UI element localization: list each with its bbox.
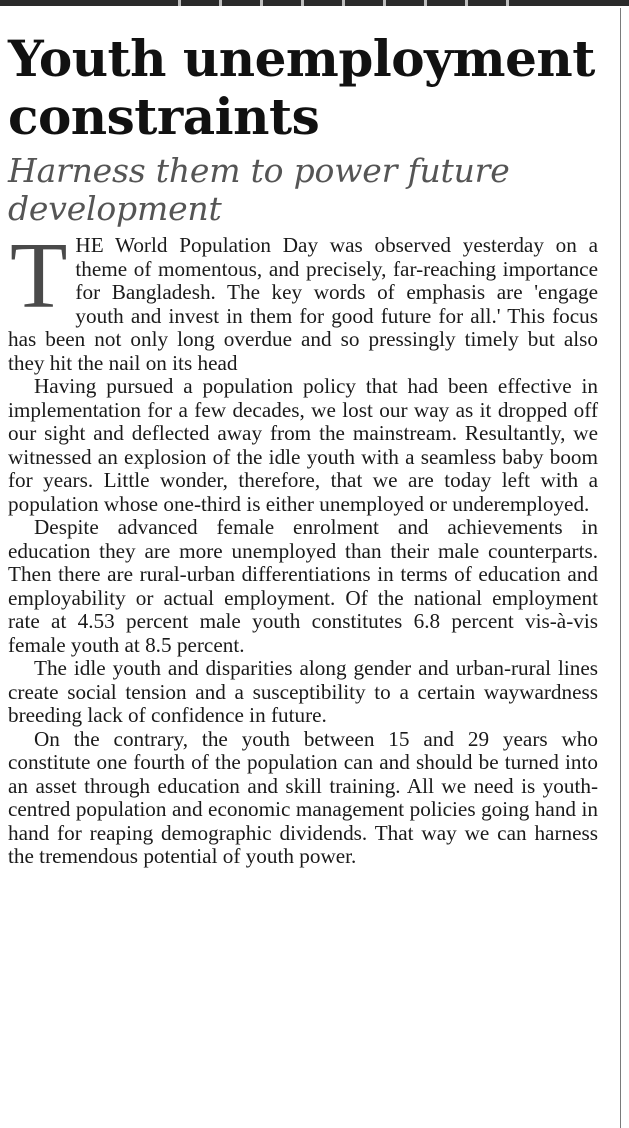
body-paragraph: On the contrary, the youth between 15 and 29 years who constitute one fourth of the population can and should be turned into an asset through education and skill training. All we need is youth-centred population and economic management policies going hand in hand for reaping demographic dividends. That way we can harness the tremendous potential of youth power. xyxy=(8,726,598,868)
article-body xyxy=(8,224,598,869)
body-paragraph: Despite advanced female enrolment and achievements in education they are more unemployed than their male counterparts. Then there are rural-urban differentiations in terms of education and employability or actual employment. Of the national employment rate at 4.53 percent male youth constitutes 6.8 percent vis-à-vis female youth at 8.5 percent. xyxy=(8,515,598,657)
editorial-article xyxy=(8,30,598,869)
lead-text: HE World Population Day was observed yesterday on a theme of momentous, and precisely, far-reaching importance for Bangladesh. The key words of emphasis are 'engage youth and invest in them for good future for all.' This focus has been not only long overdue and so pressingly timely but also they hit the nail on its head xyxy=(8,233,598,375)
body-paragraph: Having pursued a population policy that had been effective in implementation for a few decades, we lost our way as it dropped off our sight and deflected away from the mainstream. Resultantly, we witnessed an explosion of the idle youth with a seamless baby boom for years. Little wonder, therefore, that we are today left with a population whose one-third is either unemployed or underemployed. xyxy=(8,374,598,516)
top-border-texture xyxy=(140,0,540,6)
lead-paragraph xyxy=(8,224,598,375)
body-paragraph: The idle youth and disparities along gender and urban-rural lines create social tension and a susceptibility to a certain waywardness breeding lack of confidence in future. xyxy=(8,656,598,727)
subheadline: Harness them to power future development xyxy=(8,151,510,228)
column-rule xyxy=(620,8,621,1128)
headline: Youth unemployment constraints xyxy=(8,29,595,146)
drop-cap: T xyxy=(10,224,68,328)
